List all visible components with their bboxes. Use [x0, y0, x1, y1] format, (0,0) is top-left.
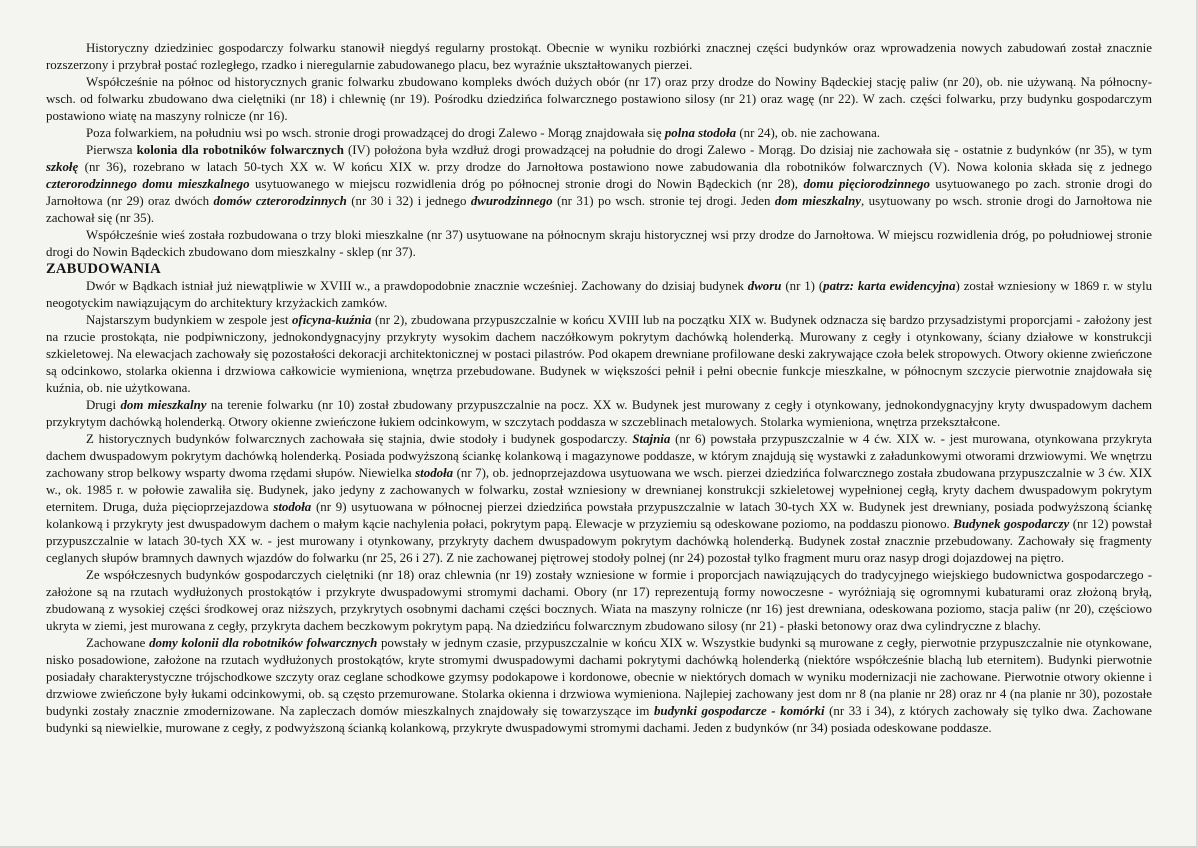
- paragraph: Ze współczesnych budynków gospodarczych cielętniki (nr 18) oraz chlewnia (nr 19) zostały wzniesione w formie i proporcjach nawiązujących do tradycyjnego wiejskiego budownictwa gospodarczego - założone są na rzutach wydłużonych prostokątów i przykryte dwuspadowymi stromymi dachami. Obory (nr 17) reprezentują formy nowoczesne - wyróżniają się ogromnymi kubaturami oraz złożoną bryłą, zbudowaną z wysokiej części środkowej oraz niższych, przykrytych osobnymi dachami części bocznych. Wiata na maszyny rolnicze (nr 16) jest drewniana, odeskowana poziomo, stacja paliw (nr 20), częściowo ukryta w ziemi, jest murowana z cegły, przykryta dachem beczkowym pokrytym papą. Na dziedzińcu folwarcznym zbudowano silosy (nr 21) - płaski betonowy oraz dwa cylindryczne z blachy.: [46, 568, 1152, 633]
- paragraph: Dwór w Bądkach istniał już niewątpliwie w XVIII w., a prawdopodobnie znacznie wcześniej. Zachowany do dzisiaj budynek dworu (nr 1) (patrz: karta ewidencyjna) został wzniesiony w 1869 r. w stylu neogotyckim nawiązującym do architektury krzyżackich zamków.: [46, 279, 1153, 310]
- paragraph: Poza folwarkiem, na południu wsi po wsch. stronie drogi prowadzącej do drogi Zalewo - Morąg znajdowała się polna stodoła (nr 24), ob. nie zachowana.: [86, 126, 881, 140]
- paragraph: Z historycznych budynków folwarcznych zachowała się stajnia, dwie stodoły i budynek gospodarczy. Stajnia (nr 6) powstała przypuszczalnie w 4 ćw. XIX w. - jest murowana, otynkowana przykryta dachem dwuspadowym pokrytym dachówką holenderką. Posiada podwyższoną ściankę kolankową i magazynowe poddasze, w którym znajdują się wystawki z załadunkowymi otworami drzwiowymi. We wnętrzu zachowany strop belkowy wsparty dwoma rzędami słupów. Niewielka stodoła (nr 7), ob. jednoprzejazdowa usytuowana we wsch. pierzei dziedzińca folwarcznego została zbudowana przypuszczalnie w 3 ćw. XIX w., ok. 1985 r. w połowie zawaliła się. Budynek, jako jedyny z zachowanych w folwarku, został wzniesiony w drewnianej konstrukcji szkieletowej wypełnionej cegłą, kryty dachem dwuspadowym pokrytym eternitem. Druga, duża pięcioprzejazdowa stodoła (nr 9) usytuowana w północnej pierzei dziedzińca powstała przypuszczalnie w latach 30-tych XX w. Budynek jest drewniany, posiada podwyższoną ściankę kolankową i przykryty jest dwuspadowym dachem o małym kącie nachylenia połaci, pokrytym papą. Elewacje w przyziemiu są odeskowane poziomo, na poddaszu pionowo. Budynek gospodarczy (nr 12) powstał przypuszczalnie w latach 30-tych XX w. - jest murowany i otynkowany, przykryty dachem dwuspadowym pokrytym dachówką holenderką. Budynek został znacznie przebudowany. Zachowały się fragmenty ceglanych słupów bramnych dawnych wjazdów do folwarku (nr 25, 26 i 27). Z nie zachowanej piętrowej stodoły polnej (nr 24) pozostał tylko fragment muru oraz nasyp drogi dojazdowej na piętro.: [46, 432, 1153, 565]
- paragraph: Najstarszym budynkiem w zespole jest oficyna-kuźnia (nr 2), zbudowana przypuszczalnie w końcu XVIII lub na początku XIX w. Budynek odznacza się bardzo przysadzistymi proporcjami - założony jest na rzucie prostokąta, nie podpiwniczony, jednokondygnacyjny przykryty wysokim dachem naczółkowym pokrytym dachówką holenderką. Murowany z cegły i otynkowany, ściany działowe w konstrukcji szkieletowej. Na elewacjach zachowały się pozostałości dekoracji architektonicznej w postaci pilastrów. Pod okapem drewniane profilowane deski zakrywające czoła belek stropowych. Otwory okienne zwieńczone są odcinkowo, stolarka okienna i drzwiowa całkowicie wymieniona, wnętrza przebudowane. Budynek w większości pełnił i pełni obecnie funkcje mieszkalne, w północnym szczycie pierwotnie znajdowała się kuźnia, ob. nie użytkowana.: [46, 313, 1152, 395]
- paragraph: Drugi dom mieszkalny na terenie folwarku (nr 10) został zbudowany przypuszczalnie na pocz. XX w. Budynek jest murowany z cegły i otynkowany, jednokondygnacyjny kryty dwuspadowym dachem przykrytym dachówką holenderką. Otwory okienne zwieńczone łukiem odcinkowym, w szczytach poddasza w szczeblinach metalowych. Stolarka wymieniona, wnętrza przekształcone.: [46, 398, 1153, 429]
- section-heading: ZABUDOWANIA: [46, 261, 161, 277]
- paragraph: Pierwsza kolonia dla robotników folwarcznych (IV) położona była wzdłuż drogi prowadzącej na południe do drogi Zalewo - Morąg. Do dzisiaj nie zachowała się - ostatnie z budynków (nr 35), w tym szkołę (nr 36), rozebrano w latach 50-tych XX w. W końcu XIX w. przy drodze do Jarnołtowa postawiono nowe zabudowania dla robotników folwarcznych (V). Nowa kolonia składa się z jednego czterorodzinnego domu mieszkalnego usytuowanego w miejscu rozwidlenia dróg po północnej stronie drogi do Nowin Bądeckich (nr 28), domu pięciorodzinnego usytuowanego po zach. stronie drogi do Jarnołtowa (nr 29) oraz dwóch domów czterorodzinnych (nr 30 i 32) i jednego dwurodzinnego (nr 31) po wsch. stronie tej drogi. Jeden dom mieszkalny, usytuowany po wsch. stronie drogi do Jarnołtowa nie zachował się (nr 35).: [46, 143, 1153, 225]
- paragraph: Historyczny dziedziniec gospodarczy folwarku stanowił niegdyś regularny prostokąt. Obecnie w wyniku rozbiórki znacznej części budynków oraz wprowadzenia nowych zabudowań został znacznie rozszerzony i przybrał postać rozległego, rzadko i nieregularnie zabudowanego placu, bez wyraźnie ukształtowanych pierzei.: [46, 41, 1152, 72]
- paragraph: Zachowane domy kolonii dla robotników folwarcznych powstały w jednym czasie, przypuszczalnie w końcu XIX w. Wszystkie budynki są murowane z cegły, pierwotnie przypuszczalnie nie otynkowane, nisko posadowione, założone na rzutach wydłużonych prostokątów, kryte stromymi dwuspadowymi dachami pokrytymi dachówką holenderką (niektóre współcześnie blachą lub eternitem). Budynki pierwotnie posiadały charakterystyczne trójschodkowe szczyty oraz ceglane schodkowe gzymsy podokapowe i kordonowe, obecnie w niektórych domach w wyniku modernizacji nie zachowane. Pierwotnie otwory okienne i drzwiowe zwieńczone były łukami odcinkowymi, ob. są często przemurowane. Stolarka okienna i drzwiowa wymieniona. Najlepiej zachowany jest dom nr 8 (na planie nr 28) oraz nr 4 (na planie nr 30), pozostałe budynki zostały znacznie zmodernizowane. Na zapleczach domów mieszkalnych znajdowały się towarzyszące im budynki gospodarcze - komórki (nr 33 i 34), z których zachowały się tylko dwa. Zachowane budynki są niewielkie, murowane z cegły, z podwyższoną ścianką kolankową, przykryte dwuspadowymi stromymi dachami. Jeden z budynków (nr 34) posiada odeskowane poddasze.: [46, 636, 1152, 735]
- paragraph: Współcześnie wieś została rozbudowana o trzy bloki mieszkalne (nr 37) usytuowane na północnym skraju historycznej wsi przy drodze do Jarnołtowa. W miejscu rozwidlenia dróg, po południowej stronie drogi do Nowin Bądeckich zbudowano dom mieszkalny - sklep (nr 37).: [46, 228, 1152, 259]
- paragraph: Współcześnie na północ od historycznych granic folwarku zbudowano kompleks dwóch dużych obór (nr 17) oraz przy drodze do Nowiny Bądeckiej stację paliw (nr 20), ob. nie używaną. Na północny-wsch. od folwarku zbudowano dwa cielętniki (nr 18) i chlewnię (nr 19). Pośrodku dziedzińca folwarcznego postawiono silosy (nr 21) oraz wagę (nr 22). W zach. części folwarku, przy budynku gospodarczym postawiono wiatę na maszyny rolnicze (nr 16).: [46, 75, 1152, 123]
